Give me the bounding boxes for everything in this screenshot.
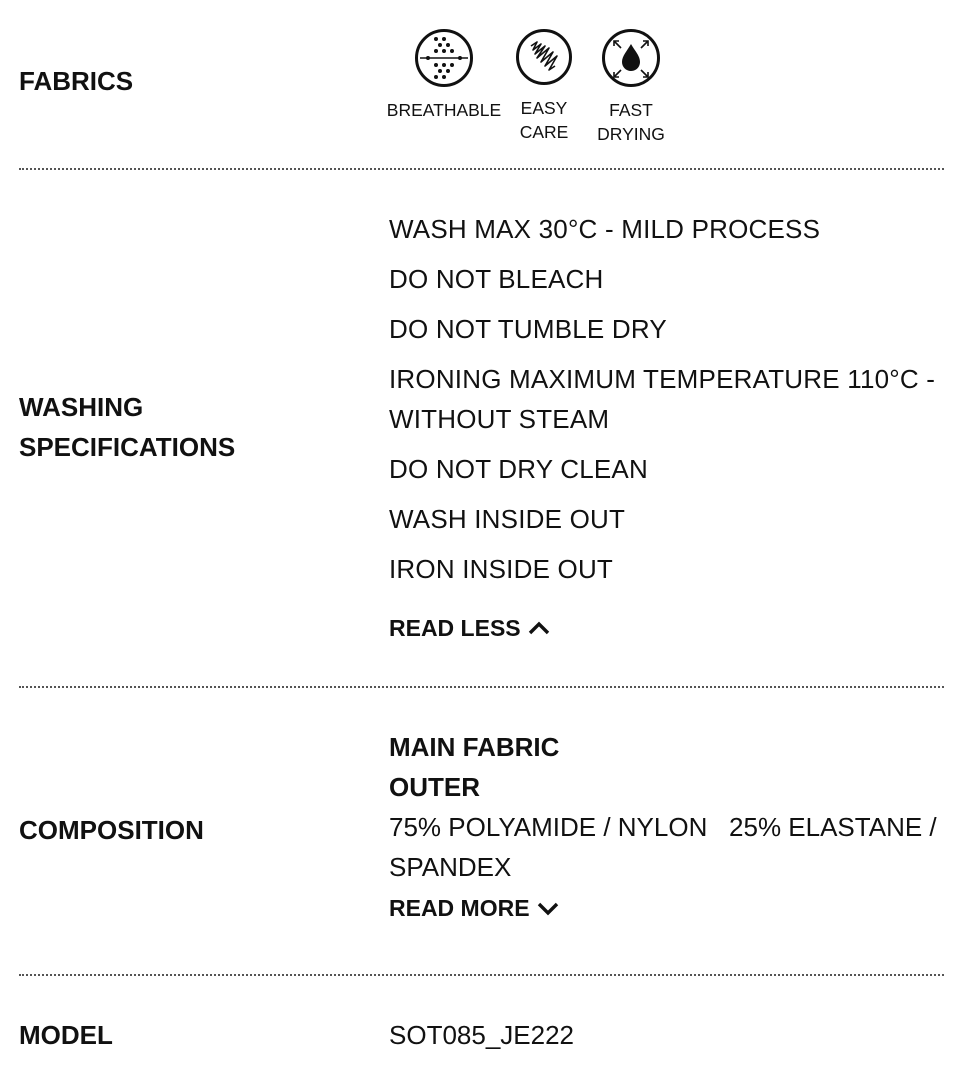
fabric-item-fast-drying bbox=[589, 28, 673, 146]
fabric-label-easy-care: EASY CARE bbox=[519, 98, 569, 142]
composition-content bbox=[389, 727, 949, 923]
chevron-down-icon bbox=[536, 900, 560, 916]
divider bbox=[19, 168, 944, 170]
washing-item: WASH INSIDE OUT bbox=[389, 504, 626, 534]
fabric-icons bbox=[386, 28, 673, 146]
composition-outer: OUTER bbox=[389, 772, 480, 802]
washing-item: WASH MAX 30°C - MILD PROCESS bbox=[389, 214, 821, 244]
easy-care-icon bbox=[515, 28, 573, 86]
fabric-item-easy-care bbox=[499, 28, 589, 146]
composition-main-fabric: MAIN FABRIC bbox=[389, 732, 560, 762]
fabric-item-breathable bbox=[386, 28, 502, 146]
read-more-button[interactable] bbox=[389, 893, 560, 923]
read-less-label: READ LESS bbox=[389, 615, 521, 641]
washing-item: IRON INSIDE OUT bbox=[389, 554, 614, 584]
fabric-label-breathable: BREATHABLE bbox=[386, 100, 502, 120]
fabric-label-fast-drying: FAST DRYING bbox=[597, 100, 665, 144]
read-more-label: READ MORE bbox=[389, 895, 530, 921]
read-less-button[interactable] bbox=[389, 613, 551, 643]
model-label: MODEL bbox=[19, 1020, 113, 1050]
composition-row bbox=[19, 727, 944, 947]
washing-row bbox=[19, 209, 944, 659]
fabrics-label: FABRICS bbox=[19, 66, 134, 96]
composition-value: 75% POLYAMIDE / NYLON 25% ELASTANE / SPANDEX bbox=[389, 812, 944, 882]
washing-item: IRONING MAXIMUM TEMPERATURE 110°C - WITHOUT STEAM bbox=[389, 364, 936, 434]
model-row bbox=[19, 1015, 944, 1060]
model-value: SOT085_JE222 bbox=[389, 1020, 575, 1050]
model-content bbox=[389, 1015, 949, 1055]
divider bbox=[19, 974, 944, 976]
divider bbox=[19, 686, 944, 688]
washing-content bbox=[389, 209, 949, 643]
fast-drying-icon bbox=[601, 28, 661, 88]
composition-label: COMPOSITION bbox=[19, 815, 204, 845]
chevron-up-icon bbox=[527, 620, 551, 636]
washing-list bbox=[389, 209, 949, 589]
breathable-icon bbox=[414, 28, 474, 88]
washing-item: DO NOT TUMBLE DRY bbox=[389, 314, 667, 344]
washing-item: DO NOT DRY CLEAN bbox=[389, 454, 648, 484]
fabrics-row bbox=[19, 28, 944, 153]
washing-label: WASHING SPECIFICATIONS bbox=[19, 392, 236, 462]
washing-item: DO NOT BLEACH bbox=[389, 264, 604, 294]
